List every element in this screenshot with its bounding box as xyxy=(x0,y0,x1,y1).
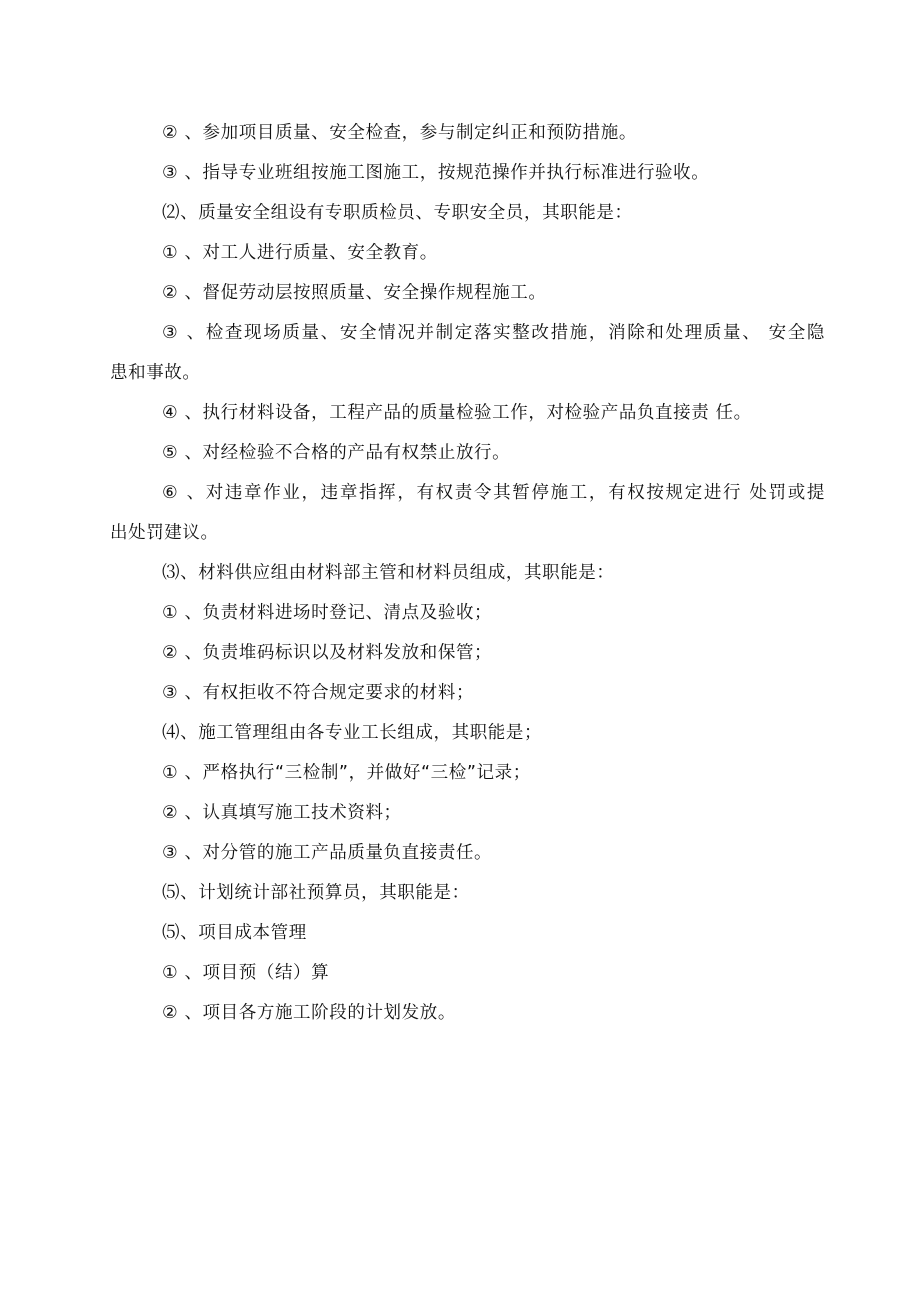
paragraph-line: ① 、对工人进行质量、安全教育。 xyxy=(162,243,438,263)
paragraph-line: ① 、负责材料进场时登记、清点及验收； xyxy=(162,603,493,623)
paragraph-line: ⑤ 、对经检验不合格的产品有权禁止放行。 xyxy=(162,443,511,463)
paragraph-line: ② 、负责堆码标识以及材料发放和保管； xyxy=(162,643,493,663)
paragraph-line: ③ 、指导专业班组按施工图施工，按规范操作并执行标准进行验收。 xyxy=(162,163,710,183)
paragraph-line: ④ 、执行材料设备，工程产品的质量检验工作，对检验产品负直接责 任。 xyxy=(162,403,752,423)
paragraph-line-continuation: 患和事故。 xyxy=(110,363,201,383)
paragraph-line: ② 、督促劳动层按照质量、安全操作规程施工。 xyxy=(162,283,547,303)
section-heading-3: ⑶、材料供应组由材料部主管和材料员组成，其职能是： xyxy=(162,563,615,583)
paragraph-line: ② 、项目各方施工阶段的计划发放。 xyxy=(162,1003,456,1023)
section-heading-2: ⑵、质量安全组设有专职质检员、专职安全员，其职能是： xyxy=(162,203,633,223)
paragraph-line: ③ 、有权拒收不符合规定要求的材料； xyxy=(162,683,475,703)
paragraph-line-wrapped: ⑥ 、对违章作业，违章指挥，有权责令其暂停施工，有权按规定进行 处罚或提 xyxy=(162,483,825,503)
section-heading-5b: ⑸、项目成本管理 xyxy=(162,923,307,943)
paragraph-line: ② 、认真填写施工技术资料； xyxy=(162,803,402,823)
section-heading-5: ⑸、计划统计部社预算员，其职能是： xyxy=(162,883,470,903)
paragraph-line: ② 、参加项目质量、安全检查，参与制定纠正和预防措施。 xyxy=(162,123,637,143)
paragraph-line: ① 、项目预（结）算 xyxy=(162,963,330,983)
section-heading-4: ⑷、施工管理组由各专业工长组成，其职能是； xyxy=(162,723,543,743)
paragraph-line: ③ 、对分管的施工产品质量负直接责任。 xyxy=(162,843,493,863)
document-body xyxy=(110,113,825,1033)
paragraph-line-wrapped: ③ 、检查现场质量、安全情况并制定落实整改措施，消除和处理质量、 安全隐 xyxy=(162,323,825,343)
paragraph-line-continuation: 出处罚建议。 xyxy=(110,523,219,543)
paragraph-line: ① 、严格执行“三检制”，并做好“三检”记录； xyxy=(162,763,531,783)
